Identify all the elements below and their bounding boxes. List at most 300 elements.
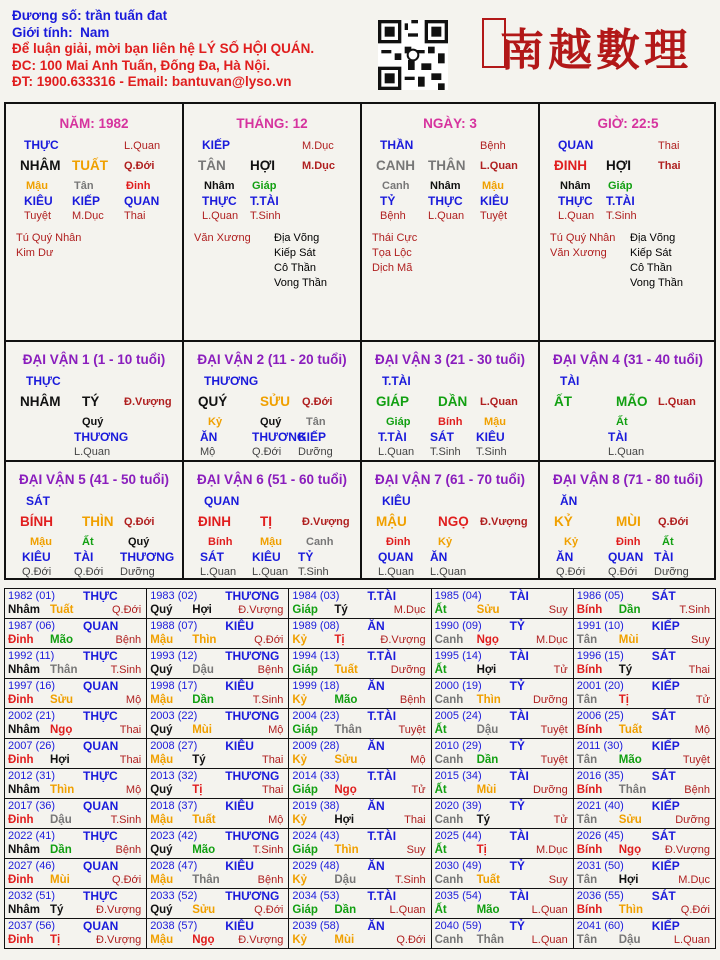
year-can: Quý [150,604,173,616]
pillar-title: GIỜ: 22:5 [597,116,659,131]
year-stage: Tử [411,784,426,796]
year-chi: Tuất [192,814,216,826]
year-chi: Ngọ [192,934,215,946]
year-can: Nhâm [8,844,40,856]
year-chi: Dậu [192,664,214,676]
year-god: ĂN [367,739,385,753]
year-god: TÀI [509,709,529,723]
dai-van-can: NHÂM [20,394,61,409]
hidden-god: KIẾP [298,430,327,444]
year-cell [5,829,147,859]
year-god: T.TÀI [367,589,397,603]
owner-name: Đương số: trần tuấn đat [12,8,168,23]
hidden-stem: Mậu [260,536,282,548]
year-can: Quý [150,844,173,856]
brand-title: 南越數理 [500,25,692,76]
year-stage: L.Quan [673,934,710,946]
hidden-stage: L.Quan [202,210,239,222]
dai-van-can: MẬU [376,514,407,529]
dai-van-title: ĐẠI VẬN 5 (41 - 50 tuổi) [18,472,170,487]
year-can: Mậu [150,874,174,886]
year-label: 2038 (57) [150,920,198,932]
year-label: 1996 (15) [576,650,624,662]
year-stage: Đ.Vượng [380,634,426,646]
year-cell [431,889,573,919]
hidden-god: THƯƠNG [120,550,175,564]
year-label: 2027 (46) [8,860,56,872]
year-label: 1986 (05) [576,590,624,602]
dai-van-stage: L.Quan [480,396,518,408]
year-stage: Đ.Vượng [238,934,284,946]
year-stage: Đ.Vượng [96,904,142,916]
header-info [12,8,314,91]
hidden-god: SÁT [430,430,454,444]
pillar-2 [184,104,362,342]
year-god: QUAN [83,679,119,693]
year-chi: Tý [334,604,348,616]
year-can: Bính [576,844,603,856]
hidden-stage: Tuyệt [480,210,508,222]
pillar-chi: THÂN [428,158,466,173]
year-cell [5,709,147,739]
year-stage: Dưỡng [532,784,568,796]
year-god: QUAN [83,799,119,813]
year-cell [431,739,573,769]
year-stage: Thai [688,664,710,676]
year-label: 2004 (23) [292,710,340,722]
hidden-god: THỰC [202,194,237,208]
pillar-stage: M.Dục [302,140,334,152]
year-stage: T.Sinh [110,814,142,826]
year-stage: Suy [691,634,710,646]
year-cell [5,739,147,769]
hidden-stem: Bính [208,536,233,548]
year-stage: Q.Đới [254,904,284,916]
year-can: Tân [576,814,598,826]
star-label: Vong Thần [630,277,684,289]
dai-van-god: T.TÀI [382,374,411,388]
year-cell [5,769,147,799]
year-row [5,799,716,829]
hidden-god: KIÊU [252,550,281,564]
year-stage: T.Sinh [679,604,710,616]
hidden-stem: Đinh [616,536,641,548]
year-can: Ất [434,604,447,616]
star-label: Cô Thần [274,262,316,274]
hidden-stage: L.Quan [608,446,645,458]
year-chi: Sửu [334,754,358,766]
year-chi: Thân [476,934,505,946]
hidden-stem: Đinh [386,536,411,548]
year-can: Đinh [8,754,34,766]
year-god: THƯƠNG [225,589,280,603]
year-chi: Dần [334,904,357,916]
year-can: Ất [434,784,447,796]
year-label: 2025 (44) [434,830,482,842]
year-cell [147,709,289,739]
year-chi: Thìn [618,904,644,916]
year-cell [5,859,147,889]
year-chi: Mão [50,634,73,646]
year-god: THỰC [83,589,118,603]
year-can: Giáp [292,844,318,856]
year-god: SÁT [651,709,676,723]
year-label: 2017 (36) [8,800,56,812]
year-chi: Tị [334,634,345,646]
pillar-god: THẦN [380,138,414,152]
year-can: Ất [434,724,447,736]
year-cell [431,649,573,679]
year-god: TỶ [509,799,525,813]
year-chi: Mão [334,694,358,706]
year-can: Canh [434,814,464,826]
hidden-stage: Q.Đới [74,566,104,578]
year-chi: Thìn [334,844,359,856]
year-god: KIẾP [651,799,680,813]
year-god: SÁT [651,889,676,903]
year-god: T.TÀI [367,829,397,843]
year-stage: T.Sinh [110,664,142,676]
hidden-god: KIÊU [480,194,509,208]
pillar-stage: Bệnh [480,140,506,152]
year-chi: Ngọ [334,784,357,796]
pillar-stage: Q.Đới [124,160,155,172]
hidden-god: TỶ [380,194,396,208]
year-stage: Q.Đới [680,904,710,916]
year-god: KIÊU [225,679,254,693]
year-chi: Tuất [50,604,74,616]
year-label: 2015 (34) [434,770,482,782]
year-stage: Tuyệt [540,724,568,736]
year-can: Nhâm [8,604,40,616]
year-stage: Dưỡng [675,814,710,826]
year-chi: Thân [334,724,362,736]
hidden-stage: T.Sinh [476,446,507,458]
year-label: 2008 (27) [150,740,198,752]
year-label: 2040 (59) [434,920,482,932]
hidden-stage: L.Quan [558,210,595,222]
year-cell [573,799,715,829]
hidden-god: T.TÀI [606,194,635,208]
year-cell [573,679,715,709]
hidden-god: THỰC [428,194,463,208]
year-god: THƯƠNG [225,829,280,843]
year-chi: Thân [192,874,220,886]
year-stage: Q.Đới [254,634,284,646]
brand-logo [478,8,708,76]
pillar-chi: TUẤT [72,158,108,173]
year-god: QUAN [83,739,119,753]
year-cell [289,679,431,709]
year-cell [147,679,289,709]
year-label: 2019 (38) [292,800,340,812]
year-chi: Sửu [50,694,74,706]
year-can: Quý [150,784,173,796]
year-god: SÁT [651,589,676,603]
year-can: Giáp [292,784,318,796]
hidden-god: T.TÀI [378,430,407,444]
pillar-4 [540,104,716,342]
year-can: Ất [434,664,447,676]
year-label: 1985 (04) [434,590,482,602]
dai-van-can: BÍNH [20,514,53,529]
hidden-stage: T.Sinh [606,210,637,222]
year-can: Giáp [292,604,318,616]
year-label: 1997 (16) [8,680,56,692]
year-stage: M.Dục [393,604,426,616]
year-chi: Tuất [334,664,358,676]
year-can: Kỷ [292,814,308,826]
dai-van-title: ĐẠI VẬN 7 (61 - 70 tuổi) [374,472,526,487]
year-label: 1993 (12) [150,650,198,662]
year-can: Canh [434,934,464,946]
year-god: TÀI [509,829,529,843]
year-god: T.TÀI [367,709,397,723]
dai-van-7 [362,462,540,580]
pillar-can: ĐINH [554,158,587,173]
year-chi: Dần [192,694,214,706]
year-label: 2031 (50) [576,860,624,872]
year-god: THỰC [83,889,118,903]
hidden-stage: Thai [124,210,146,222]
hidden-stage: Dưỡng [298,446,333,458]
dai-van-1 [6,342,184,462]
pillar-title: NĂM: 1982 [59,116,129,131]
hidden-god: ĂN [200,430,218,444]
year-god: SÁT [651,829,676,843]
year-cell [5,619,147,649]
year-can: Bính [576,904,603,916]
hidden-stage: Q.Đới [556,566,586,578]
year-stage: Thai [261,784,284,796]
pillar-title: NGÀY: 3 [423,116,477,131]
dai-van-2 [184,342,362,462]
year-cell [147,919,289,949]
dai-van-chi: MÙI [616,514,641,529]
year-god: ĂN [367,859,385,873]
year-label: 2039 (58) [292,920,340,932]
year-cell [573,709,715,739]
year-god: THỰC [83,769,118,783]
hidden-stage: Dưỡng [654,566,689,578]
year-god: THỰC [83,829,118,843]
year-cell [5,799,147,829]
year-cell [573,859,715,889]
hidden-stem: Canh [382,180,410,192]
year-stage: T.Sinh [252,694,284,706]
year-cell [289,589,431,619]
year-can: Kỷ [292,634,308,646]
chart-grid [4,102,716,580]
year-can: Kỷ [292,754,308,766]
year-stage: Tuyệt [540,754,568,766]
year-cell [289,919,431,949]
star-label: Địa Võng [630,232,676,244]
star-label: Tú Quý Nhân [550,232,616,244]
dai-van-6 [184,462,362,580]
year-chi: Tị [476,844,487,856]
year-god: SÁT [651,769,676,783]
year-label: 2003 (22) [150,710,198,722]
year-stage: Bệnh [257,874,284,886]
dai-van-title: ĐẠI VẬN 8 (71 - 80 tuổi) [552,472,704,487]
dai-van-title: ĐẠI VẬN 6 (51 - 60 tuổi) [196,472,348,487]
year-cell [147,769,289,799]
year-label: 2010 (29) [434,740,482,752]
year-chi: Thân [50,664,78,676]
year-can: Đinh [8,874,34,886]
year-stage: Mộ [694,724,710,736]
year-chi: Tuất [618,724,643,736]
year-stage: Mộ [125,784,142,796]
year-god: QUAN [83,859,119,873]
year-row [5,649,716,679]
year-chi: Dậu [476,724,499,736]
hidden-god: QUAN [608,550,644,564]
hidden-stem: Giáp [252,180,277,192]
year-chi: Tý [476,814,490,826]
dai-van-god: SÁT [26,494,50,508]
dai-van-title: ĐẠI VẬN 3 (21 - 30 tuổi) [374,352,526,367]
year-can: Tân [576,634,598,646]
year-can: Quý [150,724,173,736]
year-stage: Tuyệt [682,754,710,766]
year-cell [573,649,715,679]
dai-van-god: ĂN [560,494,578,508]
hidden-stem: Mậu [482,180,504,192]
dai-van-can: GIÁP [376,394,410,409]
year-chi: Hợi [618,874,639,886]
year-can: Tân [576,934,598,946]
year-stage: Thai [119,724,142,736]
pillar-can: NHÂM [20,158,61,173]
year-chi: Dậu [334,874,357,886]
year-stage: Bệnh [684,784,710,796]
year-row [5,769,716,799]
year-stage: Bệnh [399,694,426,706]
hidden-god: KIẾP [72,194,101,208]
year-god: KIẾP [651,919,680,933]
dai-van-stage: Q.Đới [302,396,333,408]
year-god: SÁT [651,649,676,663]
year-god: KIÊU [225,619,254,633]
pillar-god: KIẾP [202,138,231,152]
hidden-stem: Tân [74,180,94,192]
year-chi: Dần [476,754,499,766]
qr-code[interactable] [378,20,448,90]
year-god: THỰC [83,649,118,663]
address: ĐC: 100 Mai Anh Tuấn, Đống Đa, Hà Nội. [12,57,271,73]
year-god: TỶ [509,619,525,633]
year-stage: Q.Đới [396,934,426,946]
hidden-god: THƯƠNG [74,430,129,444]
year-chi: Ngọ [476,634,499,646]
hidden-god: TỶ [298,550,314,564]
dai-van-god: TÀI [560,374,580,388]
year-can: Nhâm [8,664,40,676]
year-cell [5,679,147,709]
year-god: KIÊU [225,859,254,873]
hidden-stem: Bính [438,416,463,428]
hidden-stage: Q.Đới [252,446,282,458]
year-label: 1994 (13) [292,650,340,662]
year-cell [431,709,573,739]
year-label: 1989 (08) [292,620,340,632]
year-cell [431,859,573,889]
dai-van-stage: Q.Đới [124,516,155,528]
year-chi: Hợi [192,604,212,616]
hidden-stem: Nhâm [430,180,461,192]
year-can: Canh [434,694,464,706]
year-god: T.TÀI [367,649,397,663]
year-can: Canh [434,634,464,646]
dai-van-chi: THÌN [82,514,114,529]
year-cell [573,589,715,619]
year-cell [147,799,289,829]
year-can: Ất [434,844,447,856]
year-god: KIẾP [651,679,680,693]
hidden-stage: M.Dục [72,210,104,222]
year-can: Bính [576,604,603,616]
hidden-stage: T.Sinh [250,210,281,222]
year-stage: Thai [261,754,284,766]
year-chi: Tị [50,934,61,946]
year-label: 2036 (55) [576,890,624,902]
pillar-stage: L.Quan [480,160,518,172]
hidden-stage: L.Quan [428,210,465,222]
year-cell [573,739,715,769]
star-label: Cô Thần [630,262,672,274]
year-label: 2020 (39) [434,800,482,812]
hidden-stage: Mộ [200,446,216,458]
year-can: Bính [576,664,603,676]
star-label: Kiếp Sát [630,247,672,259]
year-stage: Dưỡng [532,694,568,706]
year-stage: Thai [119,754,142,766]
year-god: TÀI [509,769,529,783]
hidden-stem: Mậu [30,536,52,548]
hidden-god: TÀI [654,550,674,564]
pillar-god: QUAN [558,138,594,152]
year-god: THƯƠNG [225,769,280,783]
year-can: Quý [150,904,173,916]
hidden-stem: Quý [260,416,282,428]
hidden-stage: L.Quan [74,446,111,458]
year-can: Mậu [150,754,174,766]
dai-van-chi: MÃO [616,394,648,409]
year-god: T.TÀI [367,889,397,903]
year-label: 1984 (03) [292,590,340,602]
dai-van-stage: L.Quan [658,396,696,408]
year-stage: Đ.Vượng [664,844,710,856]
year-can: Canh [434,874,464,886]
year-cell [289,739,431,769]
year-label: 1982 (01) [8,590,56,602]
year-can: Bính [576,784,603,796]
hidden-stem: Nhâm [560,180,591,192]
hidden-stage: Dưỡng [120,566,155,578]
hidden-stem: Nhâm [204,180,235,192]
star-label: Văn Xương [194,232,251,244]
year-can: Tân [576,754,598,766]
hidden-stem: Kỷ [564,536,579,548]
year-god: TÀI [509,889,529,903]
year-row [5,679,716,709]
star-label: Dịch Mã [372,262,413,274]
year-cell [289,799,431,829]
year-label: 1987 (06) [8,620,56,632]
year-chi: Mão [476,904,500,916]
